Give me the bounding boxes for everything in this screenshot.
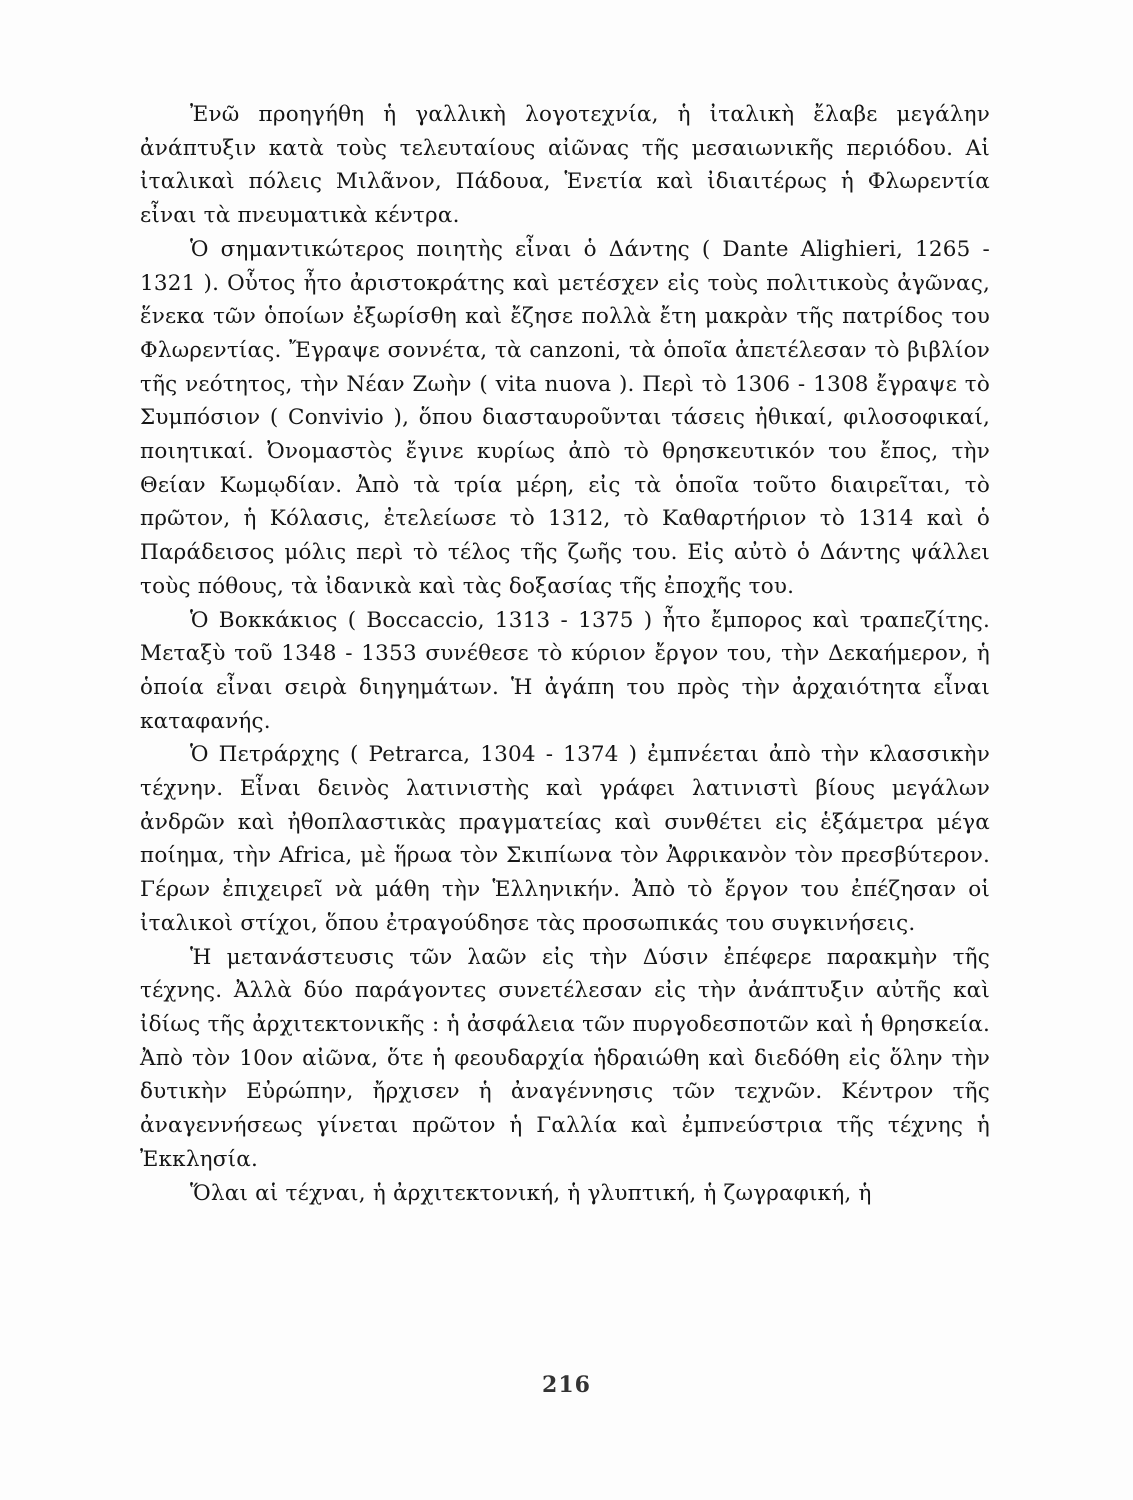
paragraph-art-decline: Ἡ μετανάστευσις τῶν λαῶν εἰς τὴν Δύσιν ἐπέφερε παρακμὴν τῆς τέχνης. Ἀλλὰ δύο παράγοντες συνετέλεσαν εἰς τὴν ἀνάπτυξιν αὐτῆς καὶ ἰδίως τῆς ἀρχιτεκτονικῆς : ἡ ἀσφάλεια τῶν πυργοδεσποτῶν καὶ ἡ θρησκεία. Ἀπὸ τὸν 10ον αἰῶνα, ὅτε ἡ φεουδαρχία ἡδραιώθη καὶ διεδόθη εἰς ὅλην τὴν δυτικὴν Εὐρώπην, ἤρχισεν ἡ ἀναγέννησις τῶν τεχνῶν. Κέντρον τῆς ἀναγεννήσεως γίνεται πρῶτον ἡ Γαλλία καὶ ἐμπνεύστρια τῆς τέχνης ἡ Ἐκκλησία. <box>140 944 990 1172</box>
paragraph-boccaccio: Ὁ Βοκκάκιος ( Boccaccio, 1313 - 1375 ) ἦτο ἔμπορος καὶ τραπεζίτης. Μεταξὺ τοῦ 1348 - 1353 συνέθεσε τὸ κύριον ἔργον του, τὴν Δεκαήμερον, ἡ ὁποία εἶναι σειρὰ διηγημάτων. Ἡ ἀγάπη του πρὸς τὴν ἀρχαιότητα εἶναι καταφανής. <box>140 607 990 734</box>
page-number: 216 <box>542 1372 591 1398</box>
paragraph-dante: Ὁ σημαντικώτερος ποιητὴς εἶναι ὁ Δάντης ( Dante Alighieri, 1265 - 1321 ). Οὗτος ἦτο ἀριστοκράτης καὶ μετέσχεν εἰς τοὺς πολιτικοὺς ἀγῶνας, ἕνεκα τῶν ὁποίων ἐξωρίσθη καὶ ἔζησε πολλὰ ἔτη μακρὰν τῆς πατρίδος του Φλωρεντίας. Ἔγραψε σοννέτα, τὰ canzoni, τὰ ὁποῖα ἀπετέλεσαν τὸ βιβλίον τῆς νεότητος, τὴν Νέαν Ζωὴν ( vita nuova ). Περὶ τὸ 1306 - 1308 ἔγραψε τὸ Συμπόσιον ( Convivio ), ὅπου διασταυροῦνται τάσεις ἠθικαί, φιλοσοφικαί, ποιητικαί. Ὀνομαστὸς ἔγινε κυρίως ἀπὸ τὸ θρησκευτικόν του ἔπος, τὴν Θείαν Κωμῳδίαν. Ἀπὸ τὰ τρία μέρη, εἰς τὰ ὁποῖα τοῦτο διαιρεῖται, τὸ πρῶτον, ἡ Κόλασις, ἐτελείωσε τὸ 1312, τὸ Καθαρτήριον τὸ 1314 καὶ ὁ Παράδεισος μόλις περὶ τὸ τέλος τῆς ζωῆς του. Εἰς αὐτὸ ὁ Δάντης ψάλλει τοὺς πόθους, τὰ ἰδανικὰ καὶ τὰς δοξασίας τῆς ἐποχῆς του. <box>140 236 990 599</box>
paragraph-italian-literature: Ἐνῶ προηγήθη ἡ γαλλικὴ λογοτεχνία, ἡ ἰταλικὴ ἔλαβε μεγάλην ἀνάπτυξιν κατὰ τοὺς τελευταίους αἰῶνας τῆς μεσαιωνικῆς περιόδου. Αἱ ἰταλικαὶ πόλεις Μιλᾶνον, Πάδουα, Ἑνετία καὶ ἰδιαιτέρως ἡ Φλωρεντία εἶναι τὰ πνευματικὰ κέντρα. <box>140 102 990 229</box>
paragraph-arts: Ὅλαι αἱ τέχναι, ἡ ἀρχιτεκτονική, ἡ γλυπτική, ἡ ζωγραφική, ἡ <box>190 1180 872 1206</box>
paragraph-petrarca: Ὁ Πετράρχης ( Petrarca, 1304 - 1374 ) ἐμπνέεται ἀπὸ τὴν κλασσικὴν τέχνην. Εἶναι δεινὸς λατινιστὴς καὶ γράφει λατινιστὶ βίους μεγάλων ἀνδρῶν καὶ ἠθοπλαστικὰς πραγματείας καὶ συνθέτει εἰς ἑξάμετρα μέγα ποίημα, τὴν Africa, μὲ ἥρωα τὸν Σκιπίωνα τὸν Ἀφρικανὸν τὸν πρεσβύτερον. Γέρων ἐπιχειρεῖ νὰ μάθη τὴν Ἑλληνικήν. Ἀπὸ τὸ ἔργον του ἐπέζησαν οἱ ἰταλικοὶ στίχοι, ὅπου ἐτραγούδησε τὰς προσωπικάς του συγκινήσεις. <box>140 742 990 936</box>
body-text <box>140 98 990 1210</box>
